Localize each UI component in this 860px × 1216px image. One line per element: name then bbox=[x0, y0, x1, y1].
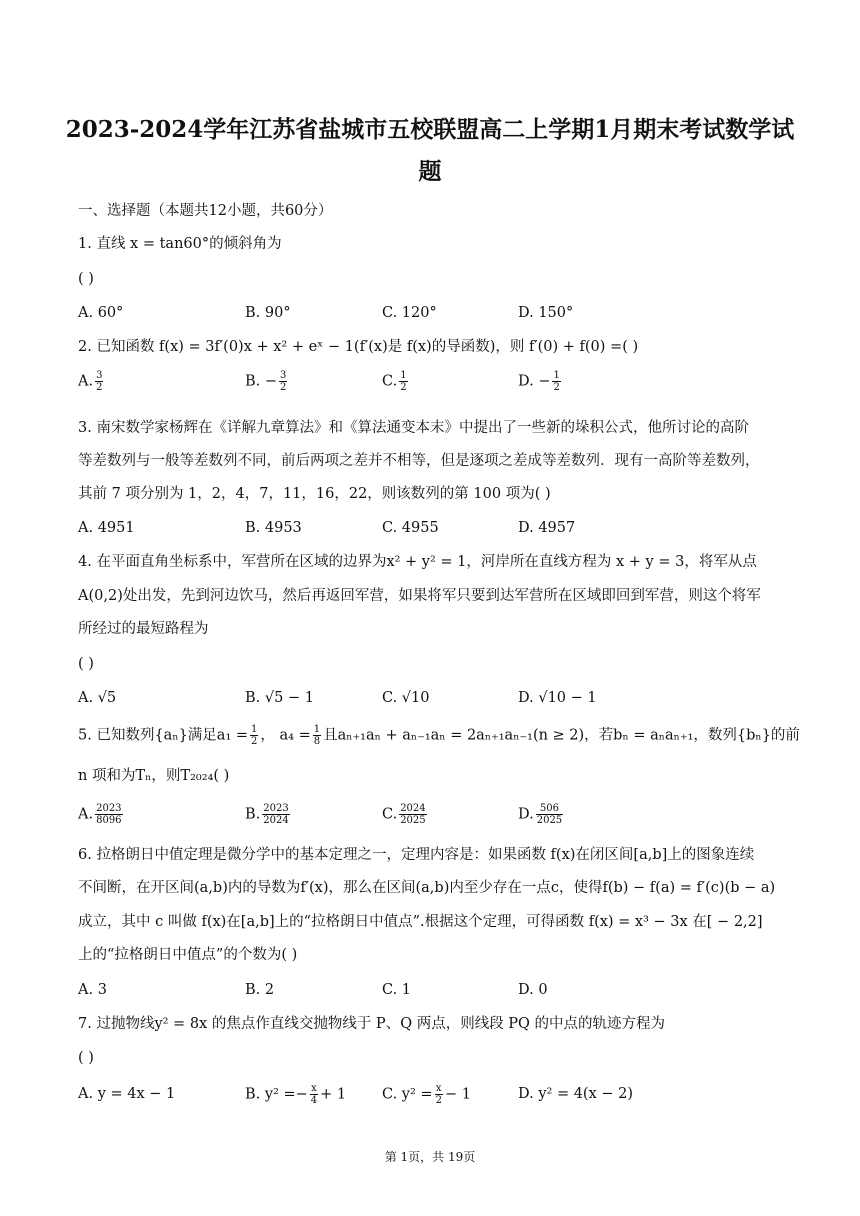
q7-option-c-post: − 1 bbox=[444, 1086, 471, 1103]
q4-line-3: 所经过的最短路程为 bbox=[78, 621, 209, 637]
q3-option-b: B. 4953 bbox=[245, 520, 302, 536]
q3-line-2: 等差数列与一般等差数列不同，前后两项之差并不相等，但是逐项之差成等差数列．现有一高阶等差数列， bbox=[78, 453, 760, 469]
section-heading: 一、选择题（本题共12小题，共60分） bbox=[78, 203, 333, 219]
q6-line-3: 成立，其中 c 叫做 f(x)在[a,b]上的“拉格朗日中值点”.根据这个定理，可得函数 f(x) = x³ − 3x 在[ − 2,2] bbox=[78, 914, 763, 930]
q7-option-b-numerator: x bbox=[311, 1083, 317, 1094]
q6-line-4: 上的“拉格朗日中值点”的个数为( ) bbox=[78, 947, 298, 963]
q2-option-b-denominator: 2 bbox=[280, 382, 287, 393]
q1-option-d: D. 150° bbox=[518, 305, 574, 321]
q1-option-b: B. 90° bbox=[245, 305, 291, 321]
q7-option-c bbox=[382, 1083, 471, 1106]
q2-option-a-label: A. bbox=[78, 373, 94, 390]
q5-fraction-a4-numerator: 1 bbox=[313, 724, 321, 735]
q2-option-a-fraction bbox=[95, 370, 103, 393]
q4-option-b: B. √5 − 1 bbox=[245, 690, 314, 706]
q7-option-b bbox=[245, 1083, 346, 1106]
q3-option-d: D. 4957 bbox=[518, 520, 576, 536]
q1-blank: ( ) bbox=[78, 271, 94, 287]
page-footer: 第 1页，共 19页 bbox=[384, 1150, 476, 1164]
q5-line-2: n 项和为Tₙ，则T₂₀₂₄( ) bbox=[78, 768, 230, 784]
q7-blank: ( ) bbox=[78, 1050, 94, 1066]
q5-fraction-a4 bbox=[313, 724, 321, 747]
q6-line-1: 6. 拉格朗日中值定理是微分学中的基本定理之一，定理内容是：如果函数 f(x)在闭区间[a,b]上的图象连续 bbox=[78, 847, 755, 863]
q2-option-d-numerator: 1 bbox=[553, 370, 560, 381]
q7-option-c-numerator: x bbox=[435, 1083, 442, 1094]
q6-line-2: 不间断，在开区间(a,b)内的导数为f′(x)，那么在区间(a,b)内至少存在一点c，使得f(b) − f(a) = f′(c)(b − a) bbox=[78, 880, 776, 896]
q5-option-d-denominator: 2025 bbox=[536, 815, 563, 826]
q2-option-a-denominator: 2 bbox=[96, 382, 103, 393]
q5-option-c-label: C. bbox=[382, 806, 398, 823]
q6-option-a: A. 3 bbox=[78, 982, 107, 998]
q5-option-a-numerator: 2023 bbox=[96, 803, 122, 814]
q5-option-a-fraction bbox=[95, 803, 122, 826]
q5-option-c-fraction bbox=[399, 803, 426, 826]
q5-option-c bbox=[382, 803, 429, 826]
q5-option-a-label: A. bbox=[78, 806, 94, 823]
q3-option-c: C. 4955 bbox=[382, 520, 439, 536]
document-title-line-2: 题 bbox=[418, 158, 442, 185]
q5-line-1-pre: 5. 已知数列{aₙ}满足a₁ = bbox=[78, 727, 249, 744]
q5-option-d-fraction bbox=[536, 803, 563, 826]
q7-option-c-denominator: 2 bbox=[435, 1095, 442, 1106]
q2-option-b-sign: − bbox=[264, 373, 278, 390]
q7-option-c-fraction bbox=[435, 1083, 443, 1106]
q2-option-d-denominator: 2 bbox=[553, 382, 560, 393]
q4-line-1: 4. 在平面直角坐标系中，军营所在区域的边界为x² + y² = 1，河岸所在直线方程为 x + y = 3，将军从点 bbox=[78, 554, 757, 570]
q7-option-d: D. y² = 4(x − 2) bbox=[518, 1086, 634, 1102]
q7-option-c-pre: C. y² = bbox=[382, 1086, 433, 1103]
q5-fraction-a4-denominator: 8 bbox=[313, 736, 321, 747]
q5-line-1 bbox=[78, 724, 798, 747]
q3-line-1: 3. 南宋数学家杨辉在《详解九章算法》和《算法通变本末》中提出了一些新的垛积公式，他所讨论的高阶 bbox=[78, 420, 749, 436]
q2-option-d-fraction bbox=[552, 370, 560, 393]
q2-option-a-numerator: 3 bbox=[96, 370, 103, 381]
q5-fraction-a1-numerator: 1 bbox=[251, 724, 258, 735]
q7-option-b-post: + 1 bbox=[320, 1086, 347, 1103]
q5-option-b-denominator: 2024 bbox=[263, 815, 289, 826]
q2-option-b-fraction bbox=[279, 370, 287, 393]
q2-option-d bbox=[518, 370, 563, 393]
q2-stem: 2. 已知函数 f(x) = 3f′(0)x + x² + eˣ − 1(f′(x)是 f(x)的导函数)，则 f′(0) + f(0) =( ) bbox=[78, 339, 639, 355]
q2-option-a bbox=[78, 370, 105, 393]
q5-option-a bbox=[78, 803, 125, 826]
q4-blank: ( ) bbox=[78, 656, 94, 672]
q6-option-c: C. 1 bbox=[382, 982, 412, 998]
q2-option-d-label: D. bbox=[518, 373, 534, 390]
q2-option-d-sign: − bbox=[538, 373, 551, 390]
q5-option-b-label: B. bbox=[245, 806, 261, 823]
q1-option-a: A. 60° bbox=[78, 305, 124, 321]
q7-stem: 7. 过抛物线y² = 8x 的焦点作直线交抛物线于 P、Q 两点，则线段 PQ 的中点的轨迹方程为 bbox=[78, 1016, 666, 1032]
q2-option-c-label: C. bbox=[382, 373, 398, 390]
q2-option-c-fraction bbox=[399, 370, 407, 393]
q7-option-b-denominator: 4 bbox=[310, 1095, 318, 1106]
q5-option-b bbox=[245, 803, 292, 826]
q6-option-b: B. 2 bbox=[245, 982, 275, 998]
q4-line-2: A(0,2)处出发，先到河边饮马，然后再返回军营，如果将军只要到达军营所在区域即回到军营，则这个将军 bbox=[78, 588, 761, 604]
q5-line-1-post: 且aₙ₊₁aₙ + aₙ₋₁aₙ = 2aₙ₊₁aₙ₋₁(n ≥ 2)，若bₙ = aₙaₙ₊₁，数列{bₙ}的前 bbox=[323, 727, 800, 744]
q5-option-d-numerator: 506 bbox=[536, 803, 563, 815]
q1-option-c: C. 120° bbox=[382, 305, 437, 321]
q2-option-b bbox=[245, 370, 289, 393]
document-title-line-1: 2023-2024学年江苏省盐城市五校联盟高二上学期1月期末考试数学试 bbox=[65, 116, 795, 143]
q5-option-c-denominator: 2025 bbox=[400, 815, 426, 826]
q5-fraction-a1 bbox=[250, 724, 258, 747]
q4-option-d: D. √10 − 1 bbox=[518, 690, 597, 706]
q4-option-c: C. √10 bbox=[382, 690, 430, 706]
q4-option-a: A. √5 bbox=[78, 690, 117, 706]
q1-stem: 1. 直线 x = tan60°的倾斜角为 bbox=[78, 236, 282, 252]
q6-option-d: D. 0 bbox=[518, 982, 548, 998]
q5-option-d-label: D. bbox=[518, 806, 534, 823]
q5-option-a-denominator: 8096 bbox=[96, 815, 122, 826]
q7-option-b-fraction bbox=[310, 1083, 318, 1106]
q2-option-b-numerator: 3 bbox=[280, 370, 287, 381]
q2-option-b-label: B. bbox=[245, 373, 261, 390]
q2-option-c-denominator: 2 bbox=[400, 382, 407, 393]
q2-option-c-numerator: 1 bbox=[400, 370, 407, 381]
q5-line-1-mid: ， a₄ = bbox=[260, 727, 311, 744]
q3-option-a: A. 4951 bbox=[78, 520, 135, 536]
q7-option-b-pre: B. y² =− bbox=[245, 1086, 308, 1103]
q5-option-b-fraction bbox=[262, 803, 289, 826]
q3-line-3: 其前 7 项分别为 1，2，4，7，11，16，22，则该数列的第 100 项为( ) bbox=[78, 486, 551, 502]
q5-option-b-numerator: 2023 bbox=[263, 803, 289, 814]
q7-option-a: A. y = 4x − 1 bbox=[78, 1086, 176, 1102]
q5-option-c-numerator: 2024 bbox=[400, 803, 426, 814]
q5-fraction-a1-denominator: 2 bbox=[251, 736, 258, 747]
q2-option-c bbox=[382, 370, 410, 393]
q5-option-d bbox=[518, 803, 565, 826]
